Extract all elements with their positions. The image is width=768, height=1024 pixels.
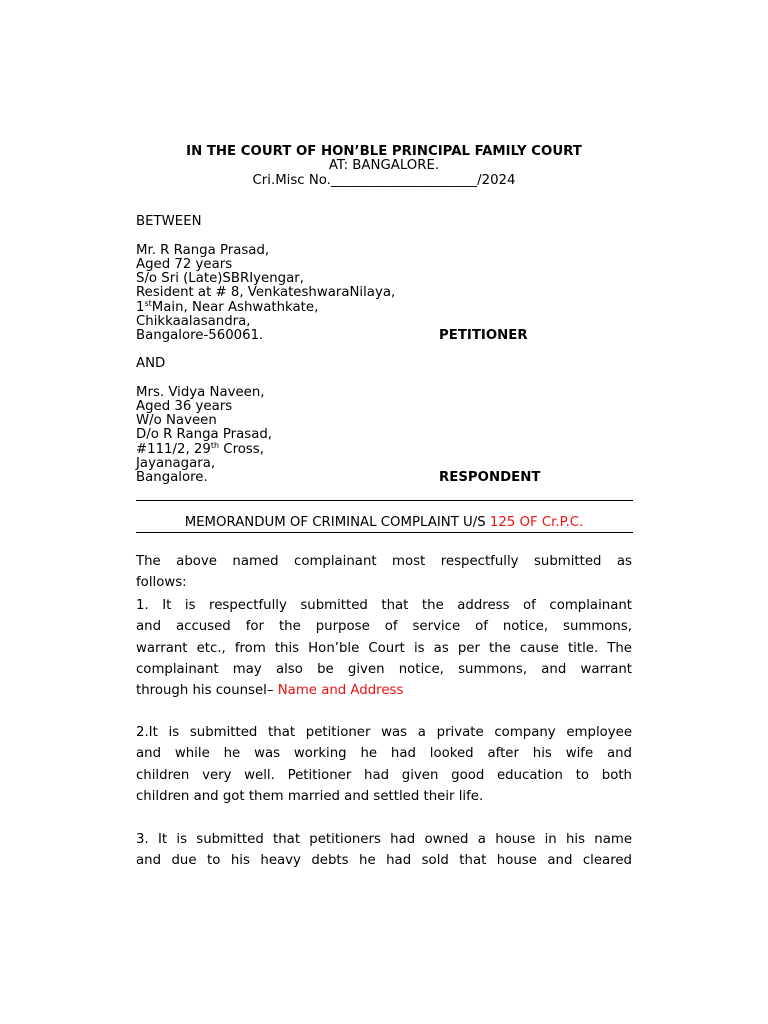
- text-line: 3. It is submitted that petitioners had owned a house in his name: [136, 832, 632, 847]
- respondent-name: Mrs. Vidya Naveen,: [136, 385, 265, 400]
- text-line: 2.It is submitted that petitioner was a private company employee: [136, 725, 632, 740]
- text-line: and while he was working he had looked after his wife and: [136, 746, 632, 762]
- counsel-placeholder: Name and Address: [277, 683, 404, 699]
- petitioner-address-line: Bangalore-560061.: [136, 328, 264, 343]
- petitioner-relation: S/o Sri (Late)SBRIyengar,: [136, 271, 304, 286]
- text-line: complainant may also be given notice, summons, and warrant: [136, 661, 632, 677]
- respondent-address-line: #111/2, 29th Cross,: [136, 441, 264, 457]
- court-title: IN THE COURT OF HON’BLE PRINCIPAL FAMILY COURT: [186, 144, 582, 159]
- petitioner-name: Mr. R Ranga Prasad,: [136, 243, 270, 258]
- respondent-address-line: Jayanagara,: [136, 456, 216, 471]
- text-line: The above named complainant most respectfully submitted as: [136, 554, 632, 569]
- respondent-relation: W/o Naveen: [136, 413, 217, 428]
- case-number: Cri.Misc No.______________________/2024: [252, 173, 516, 188]
- petitioner-role-label: PETITIONER: [439, 328, 528, 343]
- paragraph-1: [136, 595, 632, 701]
- text-line: and accused for the purpose of service of notice, summons,: [136, 619, 632, 635]
- top-divider: [136, 500, 633, 501]
- respondent-address-line: Bangalore.: [136, 470, 208, 485]
- bottom-divider: [136, 532, 633, 533]
- petitioner-address-line: 1stMain, Near Ashwathkate,: [136, 299, 319, 315]
- text-line: children and got them married and settled their life.: [136, 788, 484, 804]
- court-location: AT: BANGALORE.: [328, 158, 440, 173]
- memorandum-title: MEMORANDUM OF CRIMINAL COMPLAINT U/S 125 OF Cr.P.C.: [184, 515, 584, 530]
- text-line: 1. It is respectfully submitted that the address of complainant: [136, 598, 632, 613]
- text-line: through his counsel– Name and Address: [136, 683, 404, 699]
- and-label: AND: [136, 356, 166, 371]
- between-label: BETWEEN: [136, 214, 202, 229]
- text-line: and due to his heavy debts he had sold that house and cleared: [136, 853, 632, 869]
- text-line: children very well. Petitioner had given good education to both: [136, 767, 632, 783]
- petitioner-address-line: Resident at # 8, VenkateshwaraNilaya,: [136, 285, 396, 300]
- petitioner-age: Aged 72 years: [136, 257, 233, 272]
- text-line: warrant etc., from this Hon’ble Court is as per the cause title. The: [136, 640, 632, 656]
- paragraph-3: [136, 829, 632, 872]
- intro-paragraph: [136, 551, 632, 594]
- respondent-role-label: RESPONDENT: [439, 470, 541, 485]
- petitioner-address-line: Chikkaalasandra,: [136, 314, 251, 329]
- respondent-age: Aged 36 years: [136, 399, 233, 414]
- text-line: follows:: [136, 575, 187, 591]
- respondent-relation: D/o R Ranga Prasad,: [136, 427, 273, 442]
- section-reference: 125 OF Cr.P.C.: [489, 515, 584, 530]
- paragraph-2: [136, 722, 632, 807]
